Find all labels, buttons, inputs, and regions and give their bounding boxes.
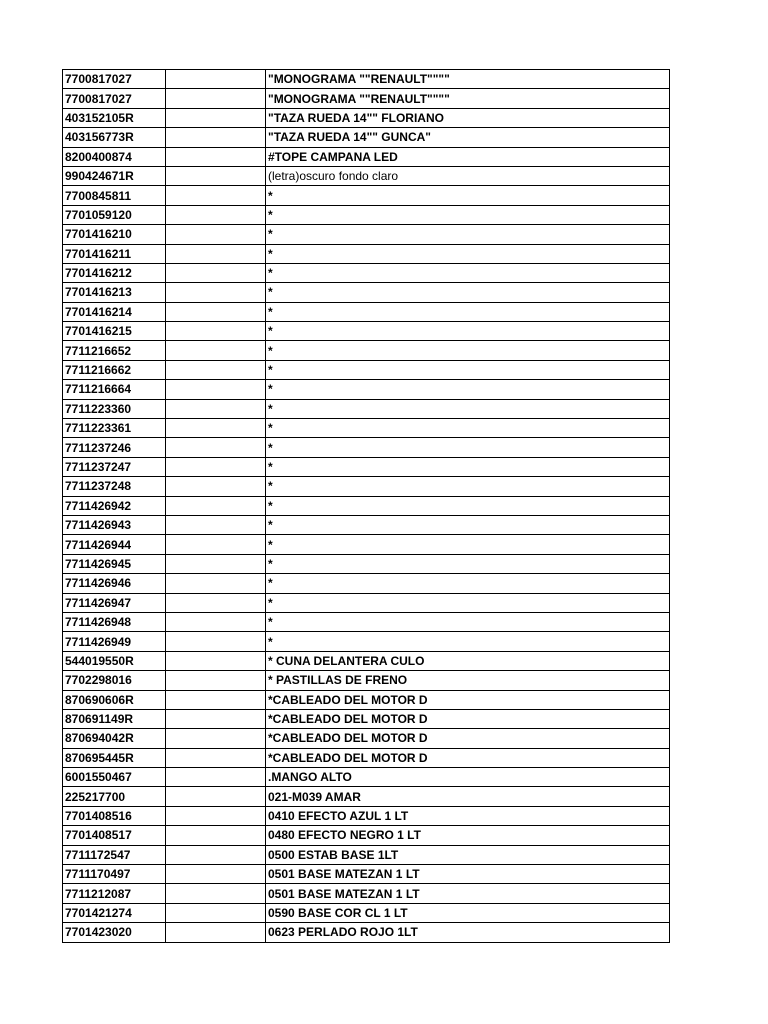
empty-cell — [166, 244, 266, 263]
part-description-cell: "MONOGRAMA ""RENAULT"""" — [266, 89, 670, 108]
part-description-cell: 0623 PERLADO ROJO 1LT — [266, 923, 670, 942]
part-description-cell: * — [266, 632, 670, 651]
table-row — [63, 128, 670, 147]
table-row — [63, 535, 670, 554]
empty-cell — [166, 496, 266, 515]
table-row — [63, 671, 670, 690]
part-code-cell: 870694042R — [63, 729, 166, 748]
part-code-cell: 870695445R — [63, 748, 166, 767]
part-code-cell: 7711223360 — [63, 399, 166, 418]
part-description-cell: * — [266, 302, 670, 321]
empty-cell — [166, 671, 266, 690]
part-description-cell: * — [266, 574, 670, 593]
part-code-cell: 7711216662 — [63, 360, 166, 379]
part-description-cell: "TAZA RUEDA 14"" FLORIANO — [266, 108, 670, 127]
table-row — [63, 729, 670, 748]
part-code-cell: 7711237247 — [63, 457, 166, 476]
empty-cell — [166, 108, 266, 127]
empty-cell — [166, 360, 266, 379]
table-row — [63, 612, 670, 631]
table-row — [63, 554, 670, 573]
table-row — [63, 477, 670, 496]
part-code-cell: 7711170497 — [63, 865, 166, 884]
part-description-cell: (letra)oscuro fondo claro — [266, 166, 670, 185]
part-code-cell: 7711172547 — [63, 845, 166, 864]
table-row — [63, 768, 670, 787]
part-description-cell: * — [266, 438, 670, 457]
empty-cell — [166, 89, 266, 108]
part-code-cell: 7701423020 — [63, 923, 166, 942]
table-row — [63, 574, 670, 593]
part-code-cell: 7711426949 — [63, 632, 166, 651]
empty-cell — [166, 283, 266, 302]
empty-cell — [166, 574, 266, 593]
table-row — [63, 787, 670, 806]
empty-cell — [166, 515, 266, 534]
table-row — [63, 923, 670, 942]
table-row — [63, 341, 670, 360]
part-description-cell: #TOPE CAMPANA LED — [266, 147, 670, 166]
empty-cell — [166, 70, 266, 89]
empty-cell — [166, 845, 266, 864]
table-row — [63, 244, 670, 263]
empty-cell — [166, 341, 266, 360]
table-row — [63, 457, 670, 476]
part-code-cell: 7701416214 — [63, 302, 166, 321]
part-description-cell: 021-M039 AMAR — [266, 787, 670, 806]
empty-cell — [166, 128, 266, 147]
spreadsheet-page — [62, 69, 669, 943]
part-code-cell: 7701416210 — [63, 225, 166, 244]
part-code-cell: 7711216652 — [63, 341, 166, 360]
table-row — [63, 748, 670, 767]
part-description-cell: * — [266, 554, 670, 573]
empty-cell — [166, 632, 266, 651]
part-description-cell: "MONOGRAMA ""RENAULT"""" — [266, 70, 670, 89]
table-row — [63, 826, 670, 845]
table-row — [63, 380, 670, 399]
empty-cell — [166, 593, 266, 612]
empty-cell — [166, 612, 266, 631]
empty-cell — [166, 768, 266, 787]
part-description-cell: "TAZA RUEDA 14"" GUNCA" — [266, 128, 670, 147]
table-row — [63, 166, 670, 185]
empty-cell — [166, 457, 266, 476]
part-code-cell: 7701416212 — [63, 263, 166, 282]
empty-cell — [166, 186, 266, 205]
part-code-cell: 7711426946 — [63, 574, 166, 593]
table-row — [63, 70, 670, 89]
part-description-cell: * — [266, 612, 670, 631]
part-code-cell: 990424671R — [63, 166, 166, 185]
part-code-cell: 544019550R — [63, 651, 166, 670]
part-code-cell: 7711237248 — [63, 477, 166, 496]
part-description-cell: * — [266, 477, 670, 496]
part-description-cell: * — [266, 380, 670, 399]
parts-table — [62, 69, 670, 943]
part-code-cell: 7711212087 — [63, 884, 166, 903]
part-code-cell: 8200400874 — [63, 147, 166, 166]
part-code-cell: 7701416211 — [63, 244, 166, 263]
part-code-cell: 7701416213 — [63, 283, 166, 302]
part-description-cell: 0480 EFECTO NEGRO 1 LT — [266, 826, 670, 845]
part-code-cell: 403152105R — [63, 108, 166, 127]
part-description-cell: .MANGO ALTO — [266, 768, 670, 787]
empty-cell — [166, 399, 266, 418]
empty-cell — [166, 419, 266, 438]
empty-cell — [166, 787, 266, 806]
part-description-cell: * — [266, 244, 670, 263]
table-row — [63, 108, 670, 127]
part-description-cell: 0501 BASE MATEZAN 1 LT — [266, 865, 670, 884]
empty-cell — [166, 535, 266, 554]
part-description-cell: *CABLEADO DEL MOTOR D — [266, 709, 670, 728]
table-row — [63, 283, 670, 302]
empty-cell — [166, 225, 266, 244]
table-row — [63, 205, 670, 224]
table-row — [63, 147, 670, 166]
empty-cell — [166, 147, 266, 166]
empty-cell — [166, 884, 266, 903]
table-row — [63, 651, 670, 670]
empty-cell — [166, 806, 266, 825]
part-description-cell: * — [266, 360, 670, 379]
part-code-cell: 870691149R — [63, 709, 166, 728]
part-description-cell: * — [266, 457, 670, 476]
empty-cell — [166, 729, 266, 748]
part-description-cell: * — [266, 593, 670, 612]
part-code-cell: 7711426943 — [63, 515, 166, 534]
empty-cell — [166, 438, 266, 457]
table-row — [63, 709, 670, 728]
part-code-cell: 7701416215 — [63, 322, 166, 341]
part-code-cell: 7702298016 — [63, 671, 166, 690]
part-description-cell: * — [266, 419, 670, 438]
part-code-cell: 7711426945 — [63, 554, 166, 573]
table-row — [63, 865, 670, 884]
empty-cell — [166, 903, 266, 922]
table-row — [63, 690, 670, 709]
part-code-cell: 7700817027 — [63, 89, 166, 108]
part-description-cell: 0500 ESTAB BASE 1LT — [266, 845, 670, 864]
table-row — [63, 360, 670, 379]
part-description-cell: * — [266, 535, 670, 554]
table-row — [63, 845, 670, 864]
empty-cell — [166, 205, 266, 224]
part-description-cell: 0410 EFECTO AZUL 1 LT — [266, 806, 670, 825]
part-code-cell: 7711426947 — [63, 593, 166, 612]
empty-cell — [166, 826, 266, 845]
part-code-cell: 7700845811 — [63, 186, 166, 205]
table-row — [63, 903, 670, 922]
part-code-cell: 7711237246 — [63, 438, 166, 457]
empty-cell — [166, 748, 266, 767]
table-row — [63, 438, 670, 457]
empty-cell — [166, 477, 266, 496]
part-description-cell: * — [266, 496, 670, 515]
empty-cell — [166, 923, 266, 942]
part-description-cell: * — [266, 283, 670, 302]
part-description-cell: 0590 BASE COR CL 1 LT — [266, 903, 670, 922]
part-code-cell: 7701421274 — [63, 903, 166, 922]
part-code-cell: 225217700 — [63, 787, 166, 806]
part-code-cell: 7711426942 — [63, 496, 166, 515]
part-description-cell: * — [266, 341, 670, 360]
part-description-cell: * — [266, 205, 670, 224]
part-description-cell: *CABLEADO DEL MOTOR D — [266, 690, 670, 709]
table-row — [63, 593, 670, 612]
table-row — [63, 322, 670, 341]
table-row — [63, 515, 670, 534]
part-code-cell: 870690606R — [63, 690, 166, 709]
table-row — [63, 89, 670, 108]
table-row — [63, 632, 670, 651]
part-code-cell: 6001550467 — [63, 768, 166, 787]
empty-cell — [166, 263, 266, 282]
part-description-cell: * CUNA DELANTERA CULO — [266, 651, 670, 670]
part-code-cell: 7701408517 — [63, 826, 166, 845]
empty-cell — [166, 166, 266, 185]
part-code-cell: 403156773R — [63, 128, 166, 147]
table-row — [63, 419, 670, 438]
part-code-cell: 7701408516 — [63, 806, 166, 825]
part-code-cell: 7711216664 — [63, 380, 166, 399]
empty-cell — [166, 690, 266, 709]
part-description-cell: * — [266, 322, 670, 341]
table-row — [63, 302, 670, 321]
table-row — [63, 399, 670, 418]
table-row — [63, 225, 670, 244]
empty-cell — [166, 302, 266, 321]
part-code-cell: 7711426948 — [63, 612, 166, 631]
table-row — [63, 263, 670, 282]
part-description-cell: * — [266, 225, 670, 244]
part-description-cell: *CABLEADO DEL MOTOR D — [266, 729, 670, 748]
part-code-cell: 7711426944 — [63, 535, 166, 554]
empty-cell — [166, 865, 266, 884]
table-row — [63, 496, 670, 515]
table-row — [63, 806, 670, 825]
empty-cell — [166, 554, 266, 573]
part-description-cell: * — [266, 186, 670, 205]
part-code-cell: 7701059120 — [63, 205, 166, 224]
part-description-cell: * — [266, 263, 670, 282]
empty-cell — [166, 322, 266, 341]
part-code-cell: 7700817027 — [63, 70, 166, 89]
part-code-cell: 7711223361 — [63, 419, 166, 438]
empty-cell — [166, 709, 266, 728]
part-description-cell: *CABLEADO DEL MOTOR D — [266, 748, 670, 767]
empty-cell — [166, 380, 266, 399]
table-row — [63, 186, 670, 205]
parts-table-body — [63, 70, 670, 943]
empty-cell — [166, 651, 266, 670]
part-description-cell: * — [266, 399, 670, 418]
table-row — [63, 884, 670, 903]
part-description-cell: * PASTILLAS DE FRENO — [266, 671, 670, 690]
part-description-cell: 0501 BASE MATEZAN 1 LT — [266, 884, 670, 903]
part-description-cell: * — [266, 515, 670, 534]
